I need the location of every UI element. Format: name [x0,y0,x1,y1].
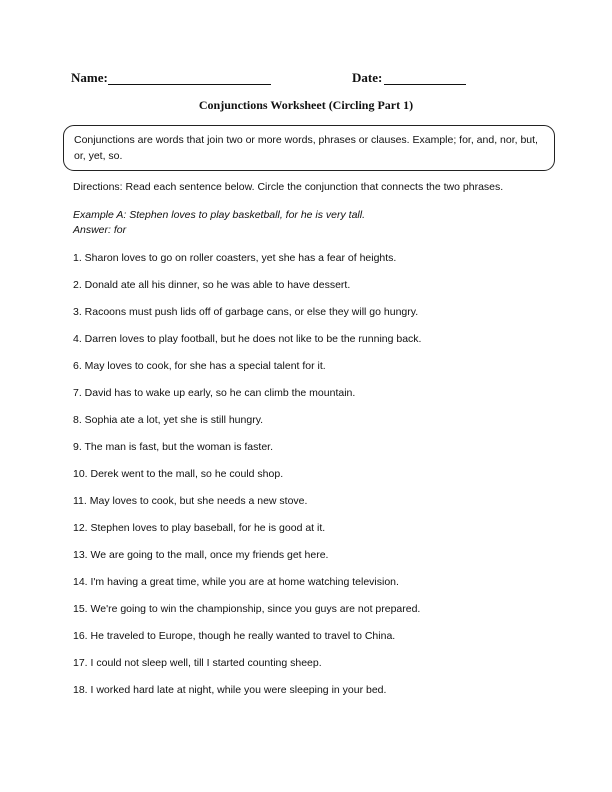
sentence-item: 15. We're going to win the championship, since you guys are not prepared. [73,603,421,615]
name-line [108,84,271,85]
example-block [73,208,365,238]
directions-text: Directions: Read each sentence below. Circle the conjunction that connects the two phrases. [73,181,504,193]
sentence-item: 18. I worked hard late at night, while you were sleeping in your bed. [73,684,387,696]
definition-text: Conjunctions are words that join two or more words, phrases or clauses. Example; for, and, nor, but, or, yet, so. [74,134,538,162]
sentence-item: 7. David has to wake up early, so he can climb the mountain. [73,387,356,399]
sentence-item: 2. Donald ate all his dinner, so he was able to have dessert. [73,279,351,291]
definition-box [63,125,555,171]
sentence-item: 1. Sharon loves to go on roller coasters, yet she has a fear of heights. [73,252,397,264]
header-row [0,70,612,90]
sentence-item: 8. Sophia ate a lot, yet she is still hungry. [73,414,264,426]
sentence-item: 3. Racoons must push lids off of garbage cans, or else they will go hungry. [73,306,419,318]
example-answer: Answer: for [73,224,127,236]
sentence-item: 16. He traveled to Europe, though he really wanted to travel to China. [73,630,396,642]
sentence-item: 9. The man is fast, but the woman is faster. [73,441,273,453]
date-line [384,84,466,85]
name-label: Name: [71,70,108,85]
sentence-item: 17. I could not sleep well, till I started counting sheep. [73,657,322,669]
example-sentence: Example A: Stephen loves to play basketball, for he is very tall. [73,209,366,221]
date-label: Date: [352,70,383,85]
sentence-list [73,251,421,710]
sentence-item: 11. May loves to cook, but she needs a new stove. [73,495,308,507]
sentence-item: 4. Darren loves to play football, but he does not like to be the running back. [73,333,422,345]
sentence-item: 13. We are going to the mall, once my friends get here. [73,549,329,561]
sentence-item: 12. Stephen loves to play baseball, for he is good at it. [73,522,326,534]
sentence-item: 14. I'm having a great time, while you are at home watching television. [73,576,399,588]
sentence-item: 6. May loves to cook, for she has a special talent for it. [73,360,326,372]
sentence-item: 10. Derek went to the mall, so he could shop. [73,468,284,480]
worksheet-title: Conjunctions Worksheet (Circling Part 1) [198,98,414,112]
